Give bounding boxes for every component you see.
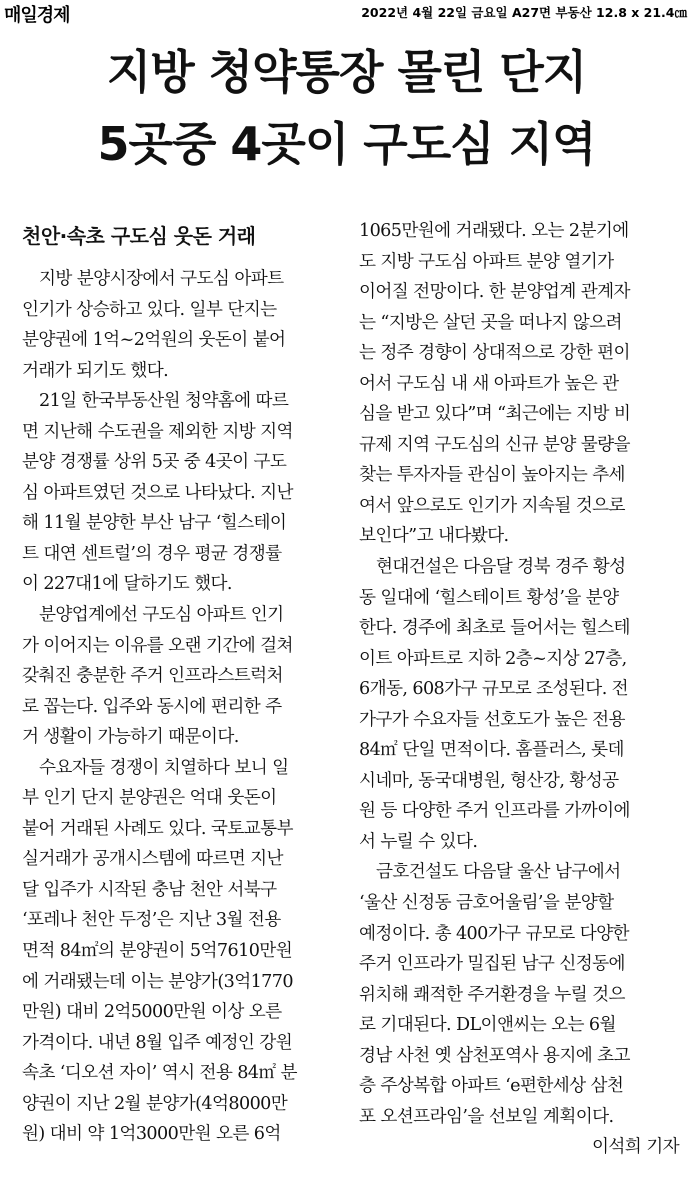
article-text-line: 도 지방 구도심 아파트 분양 열기가 xyxy=(359,251,614,272)
article-text-line: 보인다”고 내다봤다. xyxy=(359,526,509,547)
article-right-column xyxy=(359,216,681,1163)
article-text-line: 시네마, 동국대병원, 형산강, 황성공 xyxy=(359,770,619,791)
headline-line-1: 지방 청약통장 몰린 단지 xyxy=(106,45,587,99)
article-text-line: 트 대연 센트럴’의 경우 평균 경쟁률 xyxy=(22,543,282,564)
article-text-line: 로 기대된다. DL이앤씨는 오는 6월 xyxy=(359,1015,616,1036)
article-text-line: 84㎡ 단일 면적이다. 홈플러스, 롯데 xyxy=(359,740,624,761)
article-text-line: 6개동, 608가구 규모로 조성된다. 전 xyxy=(359,679,629,700)
article-text-line: 에 거래됐는데 이는 분양가(3억1770 xyxy=(22,971,293,992)
byline: 이석희 기자 xyxy=(592,1137,679,1158)
article-text-line: 면적 84㎡의 분양권이 5억7610만원 xyxy=(22,941,293,962)
article-text-line: 만원) 대비 2억5000만원 이상 오른 xyxy=(22,1002,282,1023)
article-text-line: 동 일대에 ‘힐스테이트 황성’을 분양 xyxy=(359,587,619,608)
article-text-line: 양권이 지난 2월 분양가(4억8000만 xyxy=(22,1093,288,1114)
article-text-line: 예정이다. 총 400가구 규모로 다양한 xyxy=(359,923,629,944)
article-text-line: 위치해 쾌적한 주거환경을 누릴 것으 xyxy=(359,984,625,1005)
article-text-line: 달 입주가 시작된 충남 천안 서북구 xyxy=(22,879,277,900)
article-text-line: 는 정주 경향이 상대적으로 강한 편이 xyxy=(359,343,630,364)
newspaper-name: 매일경제 xyxy=(4,5,70,26)
article-text-line: 한다. 경주에 최초로 들어서는 힐스테 xyxy=(359,618,630,639)
article-text-line: 포 오션프라임’을 선보일 계획이다. xyxy=(359,1106,614,1127)
article-text-line: ‘울산 신정동 금호어울림’을 분양할 xyxy=(359,893,614,914)
article-text-line: 경남 사천 옛 삼천포역사 용지에 초고 xyxy=(359,1045,630,1066)
article-text-line: ‘포레나 천안 두정’은 지난 3월 전용 xyxy=(22,910,281,931)
article-text-line: 이트 아파트로 지하 2층~지상 27층, xyxy=(359,648,627,669)
article-text-line: 수요자들 경쟁이 치열하다 보니 일 xyxy=(22,757,289,778)
article-text-line: 층 주상복합 아파트 ‘e편한세상 삼천 xyxy=(359,1076,624,1097)
article-text-line: 주거 인프라가 밀집된 남구 신정동에 xyxy=(359,954,625,975)
article-text-line: 원 등 다양한 주거 인프라를 가까이에 xyxy=(359,801,630,822)
article-left-column xyxy=(22,216,344,1150)
article-text-line: 분양권에 1억~2억원의 웃돈이 붙어 xyxy=(22,330,286,351)
article-text-line: 거래가 되기도 했다. xyxy=(22,360,169,381)
article-text-line: 인기가 상승하고 있다. 일부 단지는 xyxy=(22,299,277,320)
article-text-line: 갖춰진 충분한 주거 인프라스트럭처 xyxy=(22,666,283,687)
article-text-line: 서 누릴 수 있다. xyxy=(359,831,478,852)
article-text-line: 분양업계에선 구도심 아파트 인기 xyxy=(22,605,284,626)
article-text-line: 속초 ‘디오션 자이’ 역시 전용 84㎡ 분 xyxy=(22,1063,297,1084)
article-text-line: 면 지난해 수도권을 제외한 지방 지역 xyxy=(22,421,293,442)
article-text-line: 분양 경쟁률 상위 5곳 중 4곳이 구도 xyxy=(22,452,287,473)
article-text-line: 이어질 전망이다. 한 분양업계 관계자 xyxy=(359,282,630,303)
article-text-line: 가구가 수요자들 선호도가 높은 전용 xyxy=(359,709,625,730)
article-text-line: 금호건설도 다음달 울산 남구에서 xyxy=(359,862,621,883)
article-text-line: 1065만원에 거래됐다. 오는 2분기에 xyxy=(359,221,629,241)
article-text-line: 붙어 거래된 사례도 있다. 국토교통부 xyxy=(22,818,293,839)
headline-line-2: 5곳중 4곳이 구도심 지역 xyxy=(97,117,596,171)
article-text-line: 실거래가 공개시스템에 따르면 지난 xyxy=(22,849,283,870)
article-text-line: 원) 대비 약 1억3000만원 오른 6억 xyxy=(22,1124,281,1145)
article-text-line: 찾는 투자자들 관심이 높아지는 추세 xyxy=(359,465,625,486)
article-text-line: 심을 받고 있다”며 “최근에는 지방 비 xyxy=(359,404,631,425)
article-text-line: 규제 지역 구도심의 신규 분양 물량을 xyxy=(359,434,630,455)
article-text-line: 지방 분양시장에서 구도심 아파트 xyxy=(22,269,284,289)
publication-info: 2022년 4월 22일 금요일 A27면 부동산 12.8 x 21.4㎝ xyxy=(361,5,687,20)
article-text-line: 가 이어지는 이유를 오랜 기간에 걸쳐 xyxy=(22,635,293,656)
article-text-line: 현대건설은 다음달 경북 경주 황성 xyxy=(359,557,626,578)
article-text-line: 이 227대1에 달하기도 했다. xyxy=(22,574,232,595)
article-text-line: 가격이다. 내년 8월 입주 예정인 강원 xyxy=(22,1032,293,1053)
article-text-line: 21일 한국부동산원 청약홈에 따르 xyxy=(22,391,289,412)
article-text-line: 심 아파트였던 것으로 나타났다. 지난 xyxy=(22,482,293,503)
article-text-line: 해 11월 분양한 부산 남구 ‘힐스테이 xyxy=(22,513,287,534)
masthead xyxy=(0,0,693,24)
article-text-line: 는 “지방은 살던 곳을 떠나지 않으려 xyxy=(359,312,622,333)
article-text-line: 부 인기 단지 분양권은 억대 웃돈이 xyxy=(22,788,277,809)
article-text-line: 어서 구도심 내 새 아파트가 높은 관 xyxy=(359,373,619,394)
subheading: 천안·속초 구도심 웃돈 거래 xyxy=(22,224,256,248)
article-text-line: 로 꼽는다. 입주와 동시에 편리한 주 xyxy=(22,696,282,717)
article-text-line: 거 생활이 가능하기 때문이다. xyxy=(22,727,239,748)
article-text-line: 여서 앞으로도 인기가 지속될 것으로 xyxy=(359,495,625,516)
